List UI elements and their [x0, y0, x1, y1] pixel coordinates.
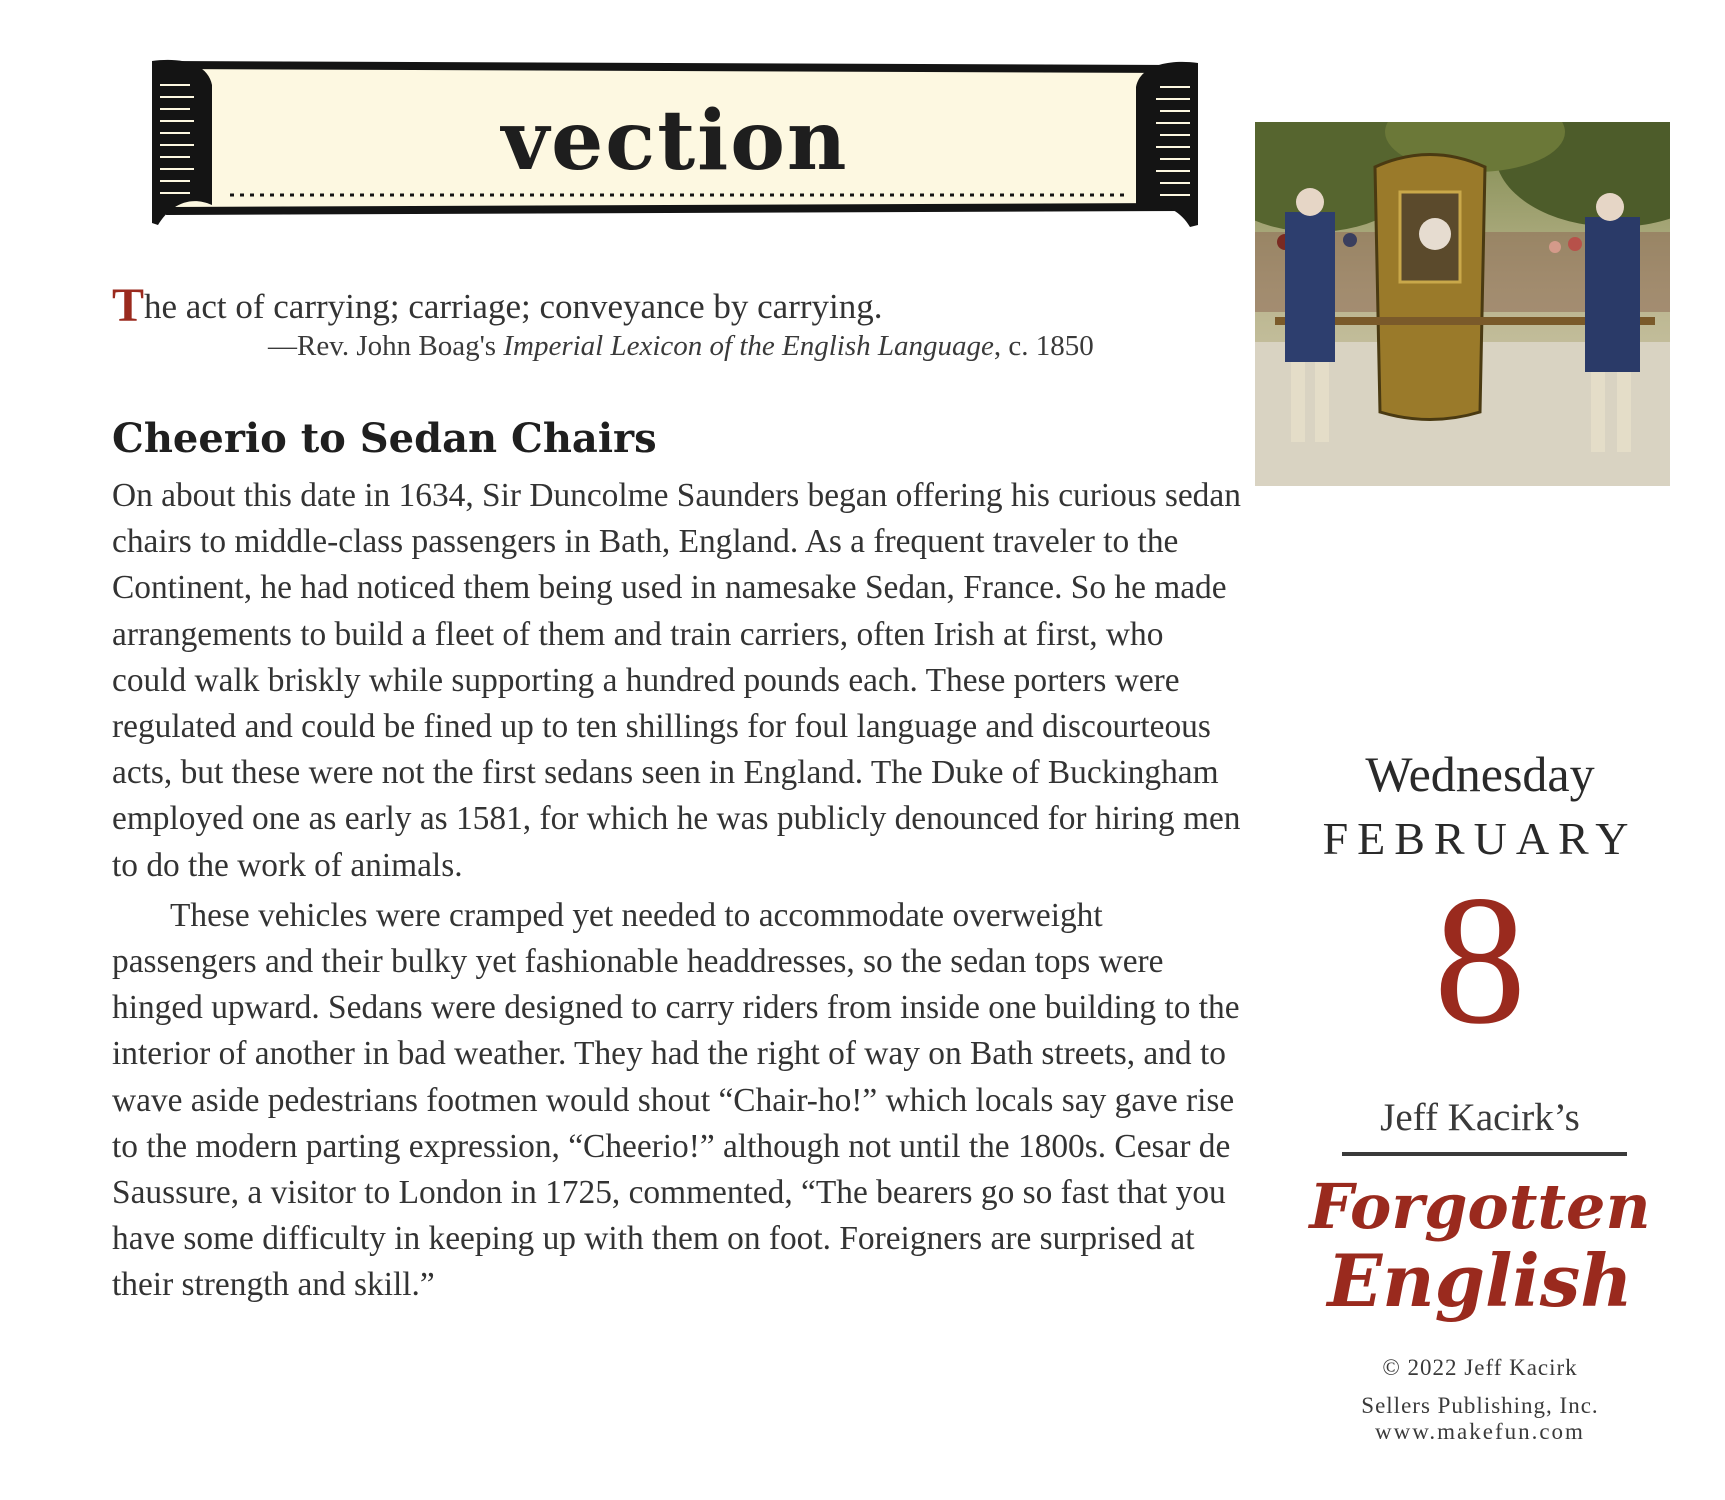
- brand-author: Jeff Kacirk’s: [1380, 1096, 1580, 1139]
- copyright: © 2022 Jeff Kacirk: [1382, 1355, 1578, 1380]
- drop-cap: T: [112, 279, 145, 332]
- day-number: 8: [1433, 858, 1527, 1063]
- citation-prefix: —Rev. John Boag's: [268, 330, 504, 362]
- publisher: Sellers Publishing, Inc.: [1361, 1393, 1599, 1418]
- headword: vection: [501, 93, 849, 189]
- citation-title: Imperial Lexicon of the English Language: [503, 330, 994, 362]
- weekday: Wednesday: [1365, 746, 1595, 802]
- headword-banner: [150, 55, 1200, 230]
- citation-suffix: , c. 1850: [993, 330, 1094, 362]
- article-paragraph: These vehicles were cramped yet needed to accommodate overweight passengers and their bulky yet fashionable headdresses, so the sedan tops were hinged upward. Sedans were designed to carry riders from inside one building to the interior of another in bad weather. They had the right of way on Bath streets, and to wave aside pedestrians footmen would shout “Chair-ho!” which locals say gave rise to the modern parting expression, “Cheerio!” although not until the 1800s. Cesar de Saussure, a visitor to London in 1725, commented, “The bearers go so fast that you have some difficulty in keeping up with them on foot. Foreigners are surprised at their strength and skill.”: [112, 896, 1240, 1304]
- article-body: [112, 473, 1242, 1313]
- sedan-chair-painting: [1255, 122, 1670, 486]
- brand-divider: [1342, 1152, 1627, 1156]
- brand-title-line-1: Forgotten: [1309, 1170, 1651, 1243]
- brand-title-line-2: English: [1327, 1238, 1633, 1323]
- definition-text: he act of carrying; carriage; conveyance by carrying.: [144, 287, 883, 326]
- citation: [268, 330, 1228, 363]
- month: FEBRUARY: [1322, 813, 1638, 864]
- website: www.makefun.com: [1375, 1419, 1585, 1444]
- article-title: Cheerio to Sedan Chairs: [112, 415, 657, 462]
- article-paragraph: On about this date in 1634, Sir Duncolme Saunders began offering his curious sedan chairs to middle-class passengers in Bath, England. As a frequent traveler to the Continent, he had noticed them being used in namesake Sedan, France. So he made arrangements to build a fleet of them and train carriers, often Irish at first, who could walk briskly while supporting a hundred pounds each. These porters were regulated and could be fined up to ten shillings for foul language and discourteous acts, but these were not the first sedans seen in England. The Duke of Buckingham employed one as early as 1581, for which he was publicly denounced for hiring men to do the work of animals.: [112, 477, 1241, 884]
- painting-image: [1255, 122, 1670, 486]
- definition: [112, 278, 1212, 333]
